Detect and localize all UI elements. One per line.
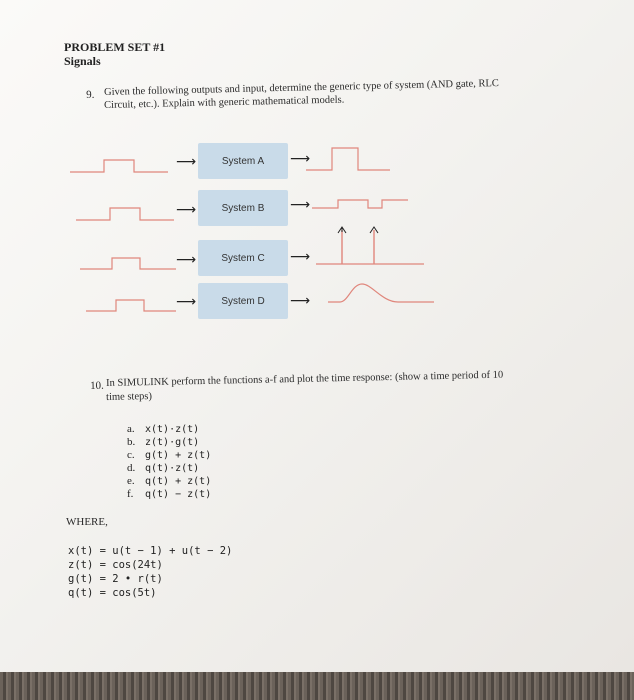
input-signal-b <box>76 203 176 223</box>
function-item-c <box>127 449 211 461</box>
input-signal-a <box>70 155 170 175</box>
background-floor <box>0 672 634 700</box>
input-signal-d <box>86 295 186 315</box>
q9-text-line1: Given the following outputs and input, determine the generic type of system (AND gate, RLC <box>104 78 499 98</box>
q9-number: 9. <box>86 88 95 101</box>
function-letter: c. <box>127 449 135 461</box>
arrow-from-system-a: ⟶ <box>290 151 311 167</box>
function-item-f <box>127 488 211 500</box>
definition-z: z(t) = cos(24t) <box>68 559 163 571</box>
output-signal-d-smooth <box>328 280 438 306</box>
arrow-to-system-c: ⟶ <box>176 252 197 268</box>
function-item-d <box>127 462 199 474</box>
q10-text-line2: time steps) <box>106 391 153 403</box>
function-expression: g(t) + z(t) <box>145 450 212 461</box>
function-item-b <box>127 436 199 448</box>
input-signal-c <box>80 253 180 273</box>
function-expression: q(t) + z(t) <box>145 476 212 487</box>
q10-number: 10. <box>90 379 104 392</box>
function-letter: f. <box>127 488 134 500</box>
function-expression: x(t)·z(t) <box>145 424 200 435</box>
q9-text-line2: Circuit, etc.). Explain with generic mathematical models. <box>104 94 345 111</box>
arrow-to-system-b: ⟶ <box>176 202 197 218</box>
output-signal-a <box>306 142 396 172</box>
system-b-box: System B <box>198 190 288 226</box>
function-letter: d. <box>127 462 136 474</box>
function-letter: e. <box>127 475 135 487</box>
function-expression: q(t) − z(t) <box>145 489 212 500</box>
definition-x: x(t) = u(t − 1) + u(t − 2) <box>68 545 233 557</box>
function-item-a <box>127 423 199 435</box>
function-expression: z(t)·g(t) <box>145 437 200 448</box>
definition-g: g(t) = 2 • r(t) <box>68 573 163 585</box>
problem-set-subtitle: Signals <box>64 54 101 68</box>
function-expression: q(t)·z(t) <box>145 463 200 474</box>
function-letter: b. <box>127 436 136 448</box>
function-item-e <box>127 475 211 487</box>
problem-set-title: PROBLEM SET #1 <box>64 40 166 54</box>
q10-text-line1: In SIMULINK perform the functions a-f and plot the time response: (show a time period of 10 <box>106 369 504 389</box>
system-c-box: System C <box>198 240 288 276</box>
system-a-box: System A <box>198 143 288 179</box>
arrow-from-system-b: ⟶ <box>290 197 311 213</box>
where-label: WHERE, <box>66 516 108 528</box>
arrow-to-system-a: ⟶ <box>176 154 197 170</box>
system-d-box: System D <box>198 283 288 319</box>
arrow-from-system-c: ⟶ <box>290 249 311 265</box>
arrow-from-system-d: ⟶ <box>290 293 311 309</box>
function-letter: a. <box>127 423 135 435</box>
arrow-to-system-d: ⟶ <box>176 294 197 310</box>
output-signal-b <box>312 192 412 216</box>
output-signal-c-impulses <box>316 224 426 268</box>
definition-q: q(t) = cos(5t) <box>68 587 157 599</box>
